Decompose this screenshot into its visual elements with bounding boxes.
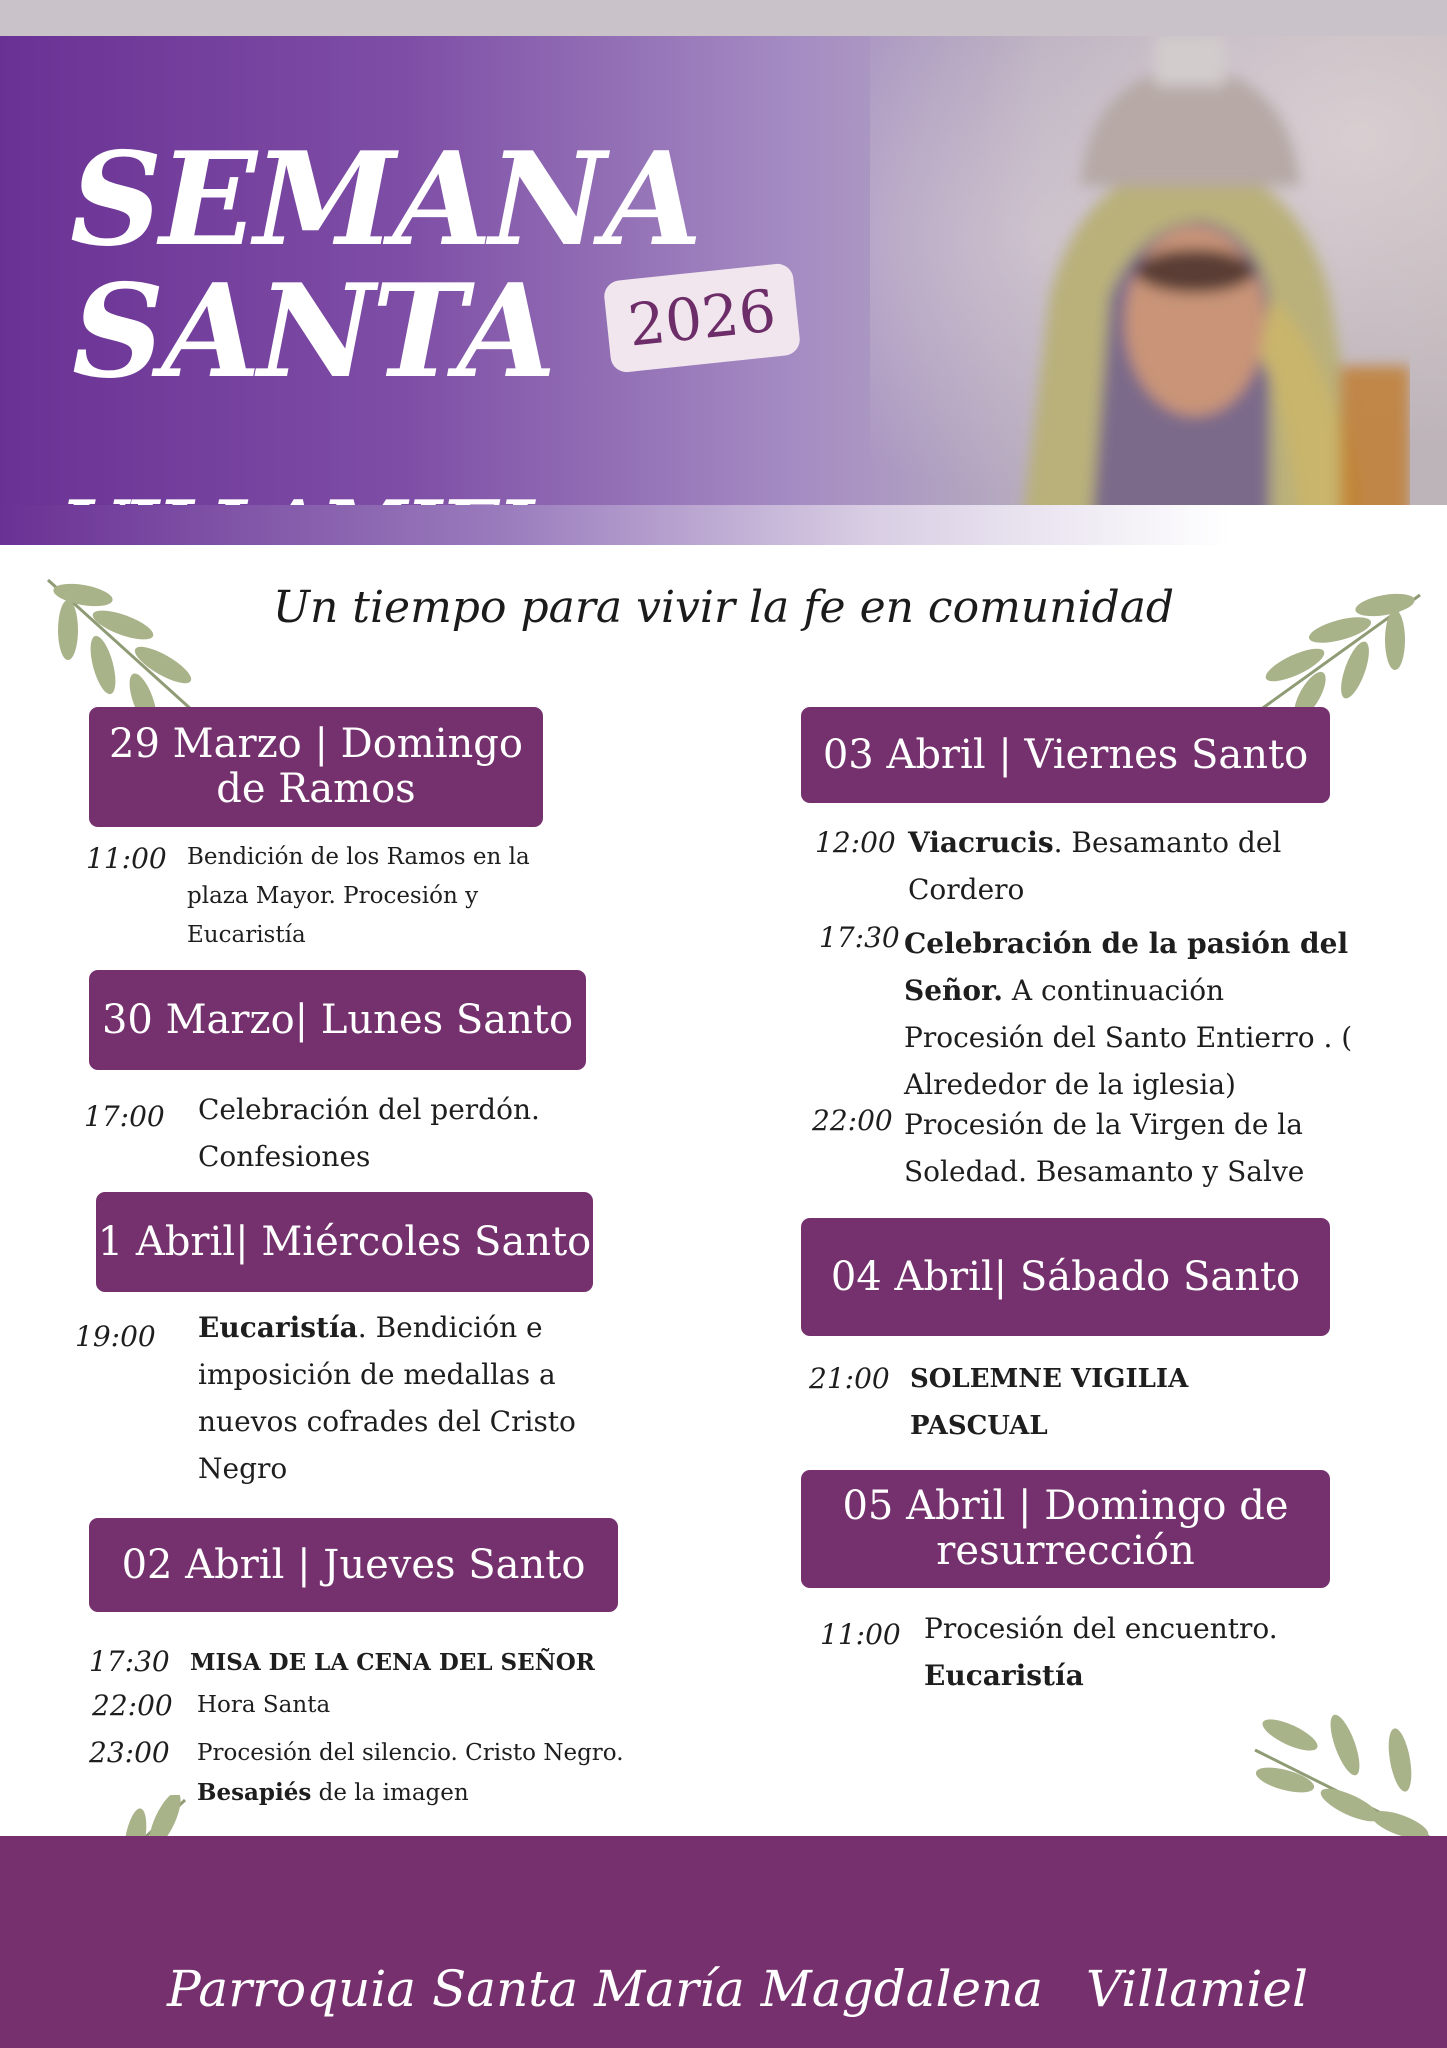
event-description [908,819,1338,913]
event-description: Procesión de la Virgen de la Soledad. Besamanto y Salve [904,1108,1305,1188]
event-bold: Celebración de la pasión del Señor. [904,927,1349,1007]
event-description: Celebración del perdón. Confesiones [198,1093,540,1173]
event-text: Procesión del encuentro. [924,1612,1278,1645]
year-badge: 2026 [603,262,802,373]
event-time: 17:00 [84,1100,165,1133]
olive-branch-icon [1245,590,1425,720]
olive-branch-icon [28,570,218,730]
event-time: 21:00 [809,1362,890,1395]
event-text: A continuación Procesión del Santo Entierro . ( Alrededor de la iglesia) [904,974,1353,1101]
day-heading: 05 Abril | Domingo de resurrección [801,1470,1330,1588]
event-bold: Besapiés [197,1779,312,1806]
event-time: 22:00 [92,1689,173,1722]
event-text: de la imagen [311,1780,469,1806]
event-time: 22:00 [812,1104,893,1137]
event-description: Hora Santa [197,1692,331,1718]
event-bold: Eucaristía [198,1311,358,1344]
event-description: SOLEMNE VIGILIA PASCUAL [910,1364,1189,1441]
day-heading: 02 Abril | Jueves Santo [89,1518,618,1612]
subtitle: Un tiempo para vivir la fe en comunidad [272,582,1175,633]
virgin-statue-image [940,36,1410,541]
event-time: 17:30 [819,921,900,954]
event-description: Bendición de los Ramos en la plaza Mayor. Procesión y Eucaristía [187,844,530,948]
event-text: Procesión del silencio. Cristo Negro. [197,1740,624,1766]
event-description [924,1605,1344,1699]
event-bold: Eucaristía [924,1659,1084,1692]
title-line-1: SEMANA [70,125,700,275]
day-heading: 03 Abril | Viernes Santo [801,707,1330,803]
event-description [197,1734,627,1813]
event-time: 17:30 [89,1645,170,1678]
event-time: 11:00 [86,842,167,875]
hero-banner [0,36,1447,541]
event-description [198,1304,588,1492]
event-text: . Bendición e imposición de medallas a nuevos cofrades del Cristo Negro [198,1311,576,1485]
event-description [904,920,1364,1108]
parish-name: Parroquia Santa María Magdalena [167,1960,1044,2018]
day-heading: 1 Abril| Miércoles Santo [96,1192,593,1292]
event-time: 19:00 [75,1320,156,1353]
olive-branch-icon [1250,1690,1440,1850]
hero-fade [0,505,1447,545]
day-heading: 29 Marzo | Domingo de Ramos [89,707,543,827]
title-line-2: SANTA [72,257,554,407]
town-name: Villamiel [1086,1960,1308,2018]
event-text: . Besamanto del Cordero [908,826,1282,906]
day-heading: 04 Abril| Sábado Santo [801,1218,1330,1336]
event-time: 12:00 [815,826,896,859]
event-time: 23:00 [89,1736,170,1769]
event-description: MISA DE LA CENA DEL SEÑOR [190,1649,595,1676]
top-strip [0,0,1447,36]
day-heading: 30 Marzo| Lunes Santo [89,970,586,1070]
event-bold: Viacrucis [908,826,1054,859]
event-time: 11:00 [820,1618,901,1651]
